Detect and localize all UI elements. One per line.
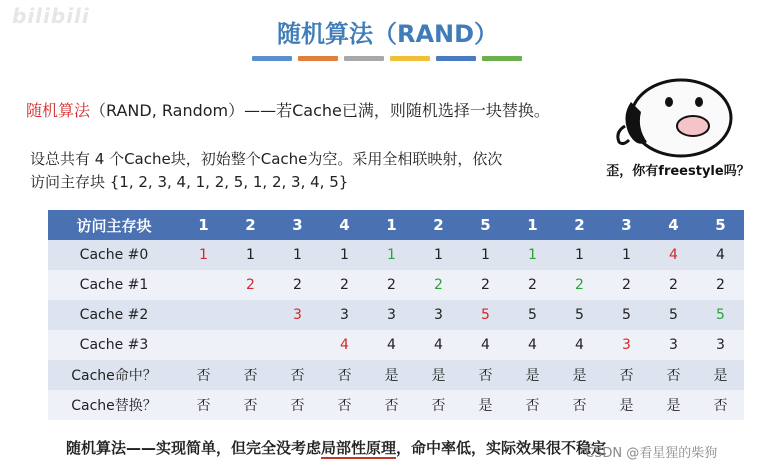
table-row [48, 330, 744, 360]
table-header-cell: 2 [556, 210, 603, 240]
table-header-cell: 2 [227, 210, 274, 240]
meme-image [591, 70, 765, 186]
table-cell: 1 [415, 240, 462, 270]
table-cell: 4 [462, 330, 509, 360]
definition-rest: （RAND, Random）——若Cache已满，则随机选择一块替换。 [90, 101, 550, 120]
table-header-label: 访问主存块 [48, 210, 180, 240]
table-cell: 1 [274, 240, 321, 270]
table-cell: 否 [321, 390, 368, 420]
table-header-cell: 3 [603, 210, 650, 240]
table-cell: 5 [509, 300, 556, 330]
table-cell: 4 [321, 330, 368, 360]
table-cell: 是 [368, 360, 415, 390]
table-header-row [48, 210, 744, 240]
definition-text [26, 98, 550, 121]
table-cell: 4 [368, 330, 415, 360]
table-cell: 5 [462, 300, 509, 330]
color-bar-segment [390, 56, 430, 61]
table-cell: 1 [227, 240, 274, 270]
table-cell: 是 [415, 360, 462, 390]
table-cell: 2 [650, 270, 697, 300]
table-cell: 4 [509, 330, 556, 360]
table-cell: 3 [603, 330, 650, 360]
table-cell: 1 [509, 240, 556, 270]
table-cell [180, 300, 227, 330]
table-cell: 否 [556, 390, 603, 420]
table-header-cell: 1 [509, 210, 556, 240]
table-cell: 是 [650, 390, 697, 420]
table-cell: 否 [509, 390, 556, 420]
row-label: Cache命中？ [48, 360, 180, 390]
meme-face-icon [607, 72, 747, 158]
table-cell: 4 [650, 240, 697, 270]
table-cell: 2 [556, 270, 603, 300]
row-label: Cache #2 [48, 300, 180, 330]
credit-watermark: CSDN @看星猩的柴狗 [585, 446, 718, 461]
table-cell: 1 [368, 240, 415, 270]
conclusion-underlined: 局部性原理 [321, 439, 397, 457]
table-cell: 是 [462, 390, 509, 420]
table-cell: 是 [509, 360, 556, 390]
row-label: Cache #3 [48, 330, 180, 360]
table-cell: 3 [697, 330, 744, 360]
meme-caption: 歪，你有freestyle吗？ [606, 164, 750, 179]
table-cell: 2 [603, 270, 650, 300]
table-cell: 2 [368, 270, 415, 300]
table-cell: 2 [321, 270, 368, 300]
color-bar-segment [482, 56, 522, 61]
table-cell: 1 [603, 240, 650, 270]
color-bar-segment [252, 56, 292, 61]
setup-text [30, 148, 502, 194]
table-cell [180, 330, 227, 360]
table-row [48, 300, 744, 330]
watermark-logo: bilibili [12, 4, 90, 28]
table-row [48, 360, 744, 390]
color-bar-segment [436, 56, 476, 61]
table-cell: 1 [462, 240, 509, 270]
color-bar [252, 56, 522, 61]
conclusion-part-1: 随机算法——实现简单，但完全没考虑 [66, 439, 322, 457]
table-header-cell: 5 [697, 210, 744, 240]
table-row [48, 390, 744, 420]
table-cell: 否 [274, 390, 321, 420]
color-bar-segment [298, 56, 338, 61]
setup-line-1: 设总共有 4 个Cache块，初始整个Cache为空。采用全相联映射，依次 [30, 150, 503, 168]
row-label: Cache #1 [48, 270, 180, 300]
table-cell: 2 [509, 270, 556, 300]
table-cell: 否 [321, 360, 368, 390]
conclusion-part-2: ，命中率低，实际效果很不稳定 [396, 439, 607, 457]
table-header-cell: 3 [274, 210, 321, 240]
cache-table [48, 210, 744, 420]
table-cell: 4 [556, 330, 603, 360]
row-label: Cache #0 [48, 240, 180, 270]
table-cell: 是 [603, 390, 650, 420]
table-cell: 否 [227, 390, 274, 420]
table-cell: 3 [415, 300, 462, 330]
page-title: 随机算法（RAND） [276, 20, 499, 48]
table-header-cell: 1 [368, 210, 415, 240]
table-cell: 是 [556, 360, 603, 390]
table-header-cell: 5 [462, 210, 509, 240]
table-cell: 3 [368, 300, 415, 330]
table-cell: 2 [415, 270, 462, 300]
setup-line-2: 访问主存块 {1, 2, 3, 4, 1, 2, 5, 1, 2, 3, 4, 5} [30, 173, 349, 191]
table-header-cell: 2 [415, 210, 462, 240]
definition-term: 随机算法 [26, 101, 91, 120]
table-cell: 2 [697, 270, 744, 300]
table-cell [227, 300, 274, 330]
table-cell: 1 [321, 240, 368, 270]
table-cell [180, 270, 227, 300]
table-cell: 否 [697, 390, 744, 420]
table-cell: 5 [603, 300, 650, 330]
color-bar-segment [344, 56, 384, 61]
table-cell: 否 [462, 360, 509, 390]
table-header-cell: 4 [321, 210, 368, 240]
table-cell: 否 [180, 360, 227, 390]
table-row [48, 270, 744, 300]
table-cell: 4 [415, 330, 462, 360]
table-cell: 5 [697, 300, 744, 330]
table-cell: 3 [321, 300, 368, 330]
table-cell: 否 [180, 390, 227, 420]
table-cell [274, 330, 321, 360]
table-body [48, 240, 744, 420]
table-cell: 否 [650, 360, 697, 390]
row-label: Cache替换？ [48, 390, 180, 420]
table-cell: 1 [556, 240, 603, 270]
table-header-cell: 1 [180, 210, 227, 240]
table-header-cell: 4 [650, 210, 697, 240]
conclusion-text [66, 437, 606, 458]
table-cell: 是 [697, 360, 744, 390]
table-row [48, 240, 744, 270]
table-cell: 1 [180, 240, 227, 270]
table-cell: 5 [556, 300, 603, 330]
table-cell: 否 [227, 360, 274, 390]
table-cell: 2 [227, 270, 274, 300]
table-cell: 2 [462, 270, 509, 300]
table-cell: 否 [603, 360, 650, 390]
table-cell: 5 [650, 300, 697, 330]
table-cell: 否 [274, 360, 321, 390]
table-cell: 2 [274, 270, 321, 300]
table-cell: 3 [274, 300, 321, 330]
table-cell: 否 [415, 390, 462, 420]
table-cell: 3 [650, 330, 697, 360]
table-cell: 否 [368, 390, 415, 420]
table-cell [227, 330, 274, 360]
table-cell: 4 [697, 240, 744, 270]
